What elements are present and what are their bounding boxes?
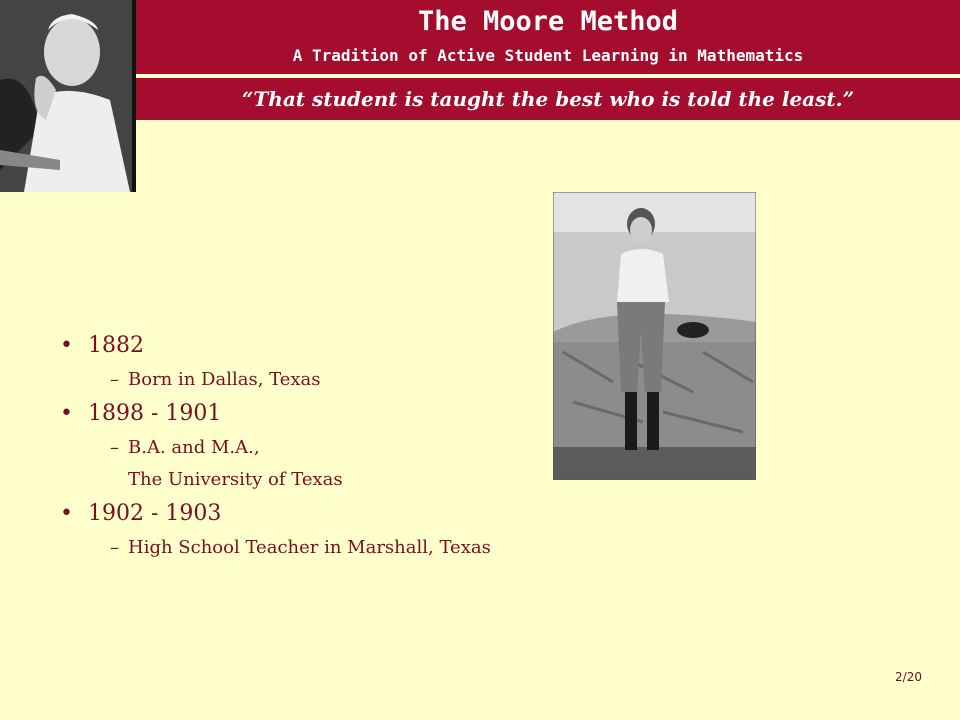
portrait-illustration: [0, 0, 136, 192]
timeline-detail: – High School Teacher in Marshall, Texas: [110, 537, 491, 558]
page-subtitle: A Tradition of Active Student Learning in Mathematics: [292, 46, 804, 65]
moore-portrait-image: [0, 0, 136, 192]
page-counter: 2/20: [895, 670, 922, 684]
timeline-detail: The University of Texas: [128, 469, 343, 490]
timeline-list: [60, 328, 620, 564]
timeline-year: • 1882: [60, 328, 620, 364]
timeline-detail: – Born in Dallas, Texas: [110, 369, 321, 390]
timeline-year: • 1902 - 1903: [60, 496, 620, 532]
timeline-detail: – B.A. and M.A.,: [110, 437, 260, 458]
header-quote: “That student is taught the best who is told the least.”: [241, 87, 855, 111]
page-title: The Moore Method: [417, 6, 679, 37]
timeline-year: • 1898 - 1901: [60, 396, 620, 432]
